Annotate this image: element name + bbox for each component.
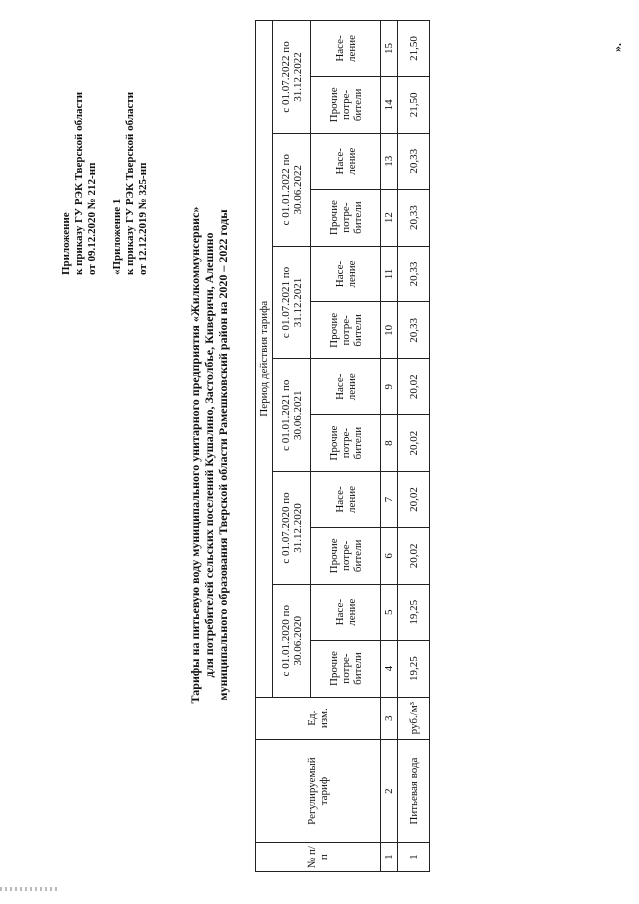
appendix-line: от 09.12.2020 № 212-нп (86, 162, 98, 275)
tariff-table (255, 20, 430, 872)
appendix-block (60, 15, 150, 275)
rotated-content (20, 20, 624, 890)
row-value: 20,33 (398, 133, 430, 189)
appendix-line: «Приложение 1 (111, 198, 123, 275)
title-line: муниципального образования Тверской области Рамешковский район на 2020 – 2022 годы (216, 209, 230, 701)
column-index: 2 (381, 739, 398, 843)
column-index: 8 (381, 415, 398, 472)
header-range-1: с 01.01.2020 по 30.06.2020 (273, 584, 311, 697)
header-range-6: с 01.07.2022 по 31.12.2022 (273, 21, 311, 134)
row-num: 1 (398, 843, 430, 872)
row-value: 19,25 (398, 584, 430, 640)
column-index: 6 (381, 527, 398, 584)
scan-artifact (0, 887, 60, 891)
header-other: Прочие потре-бители (311, 76, 381, 133)
row-value: 21,50 (398, 21, 430, 77)
title-line: Тарифы на питьевую воду муниципального унитарного предприятия «Жилкоммунсервис» (188, 206, 202, 704)
row-value: 20,02 (398, 415, 430, 472)
column-index: 1 (381, 843, 398, 872)
column-index: 13 (381, 133, 398, 189)
header-population: Насе-ление (311, 246, 381, 302)
header-range-2: с 01.07.2020 по 31.12.2020 (273, 472, 311, 585)
row-value: 20,02 (398, 527, 430, 584)
header-population: Насе-ление (311, 21, 381, 77)
column-index: 15 (381, 21, 398, 77)
row-unit: руб./м³ (398, 697, 430, 739)
header-range-4: с 01.07.2021 по 31.12.2021 (273, 246, 311, 359)
header-other: Прочие потре-бители (311, 189, 381, 246)
column-index: 5 (381, 584, 398, 640)
header-other: Прочие потре-бители (311, 302, 381, 359)
row-value: 20,02 (398, 359, 430, 415)
column-index: 7 (381, 472, 398, 528)
header-range-5: с 01.01.2022 по 30.06.2022 (273, 133, 311, 246)
document-title (188, 20, 230, 890)
header-num: № п/п (256, 843, 381, 872)
closing-quote: ». (610, 43, 624, 52)
header-period: Период действия тарифа (256, 21, 273, 698)
header-population: Насе-ление (311, 359, 381, 415)
column-index: 10 (381, 302, 398, 359)
header-other: Прочие потре-бители (311, 527, 381, 584)
table-row (398, 21, 430, 872)
column-index: 12 (381, 189, 398, 246)
row-value: 20,02 (398, 472, 430, 528)
appendix-line: к приказу ГУ РЭК Тверской области (124, 91, 136, 275)
row-value: 20,33 (398, 246, 430, 302)
header-population: Насе-ление (311, 133, 381, 189)
row-value: 21,50 (398, 76, 430, 133)
column-index: 3 (381, 697, 398, 739)
header-population: Насе-ление (311, 584, 381, 640)
row-tariff: Питьевая вода (398, 739, 430, 843)
header-tariff: Регулируемый тариф (256, 739, 381, 843)
header-range-3: с 01.01.2021 по 30.06.2021 (273, 359, 311, 472)
appendix-line: от 12.12.2019 № 325-нп (137, 162, 149, 275)
title-line: для потребителей сельских поселений Кушалино, Застолбье, Киверичи, Алешино (202, 232, 216, 678)
row-value: 20,33 (398, 189, 430, 246)
column-index: 11 (381, 246, 398, 302)
row-value: 19,25 (398, 640, 430, 697)
column-index: 9 (381, 359, 398, 415)
appendix-line: к приказу ГУ РЭК Тверской области (73, 91, 85, 275)
header-other: Прочие потре-бители (311, 640, 381, 697)
appendix-line: Приложение (60, 212, 72, 275)
row-value: 20,33 (398, 302, 430, 359)
header-unit: Ед. изм. (256, 697, 381, 739)
column-index: 14 (381, 76, 398, 133)
column-index: 4 (381, 640, 398, 697)
header-population: Насе-ление (311, 472, 381, 528)
header-other: Прочие потре-бители (311, 415, 381, 472)
